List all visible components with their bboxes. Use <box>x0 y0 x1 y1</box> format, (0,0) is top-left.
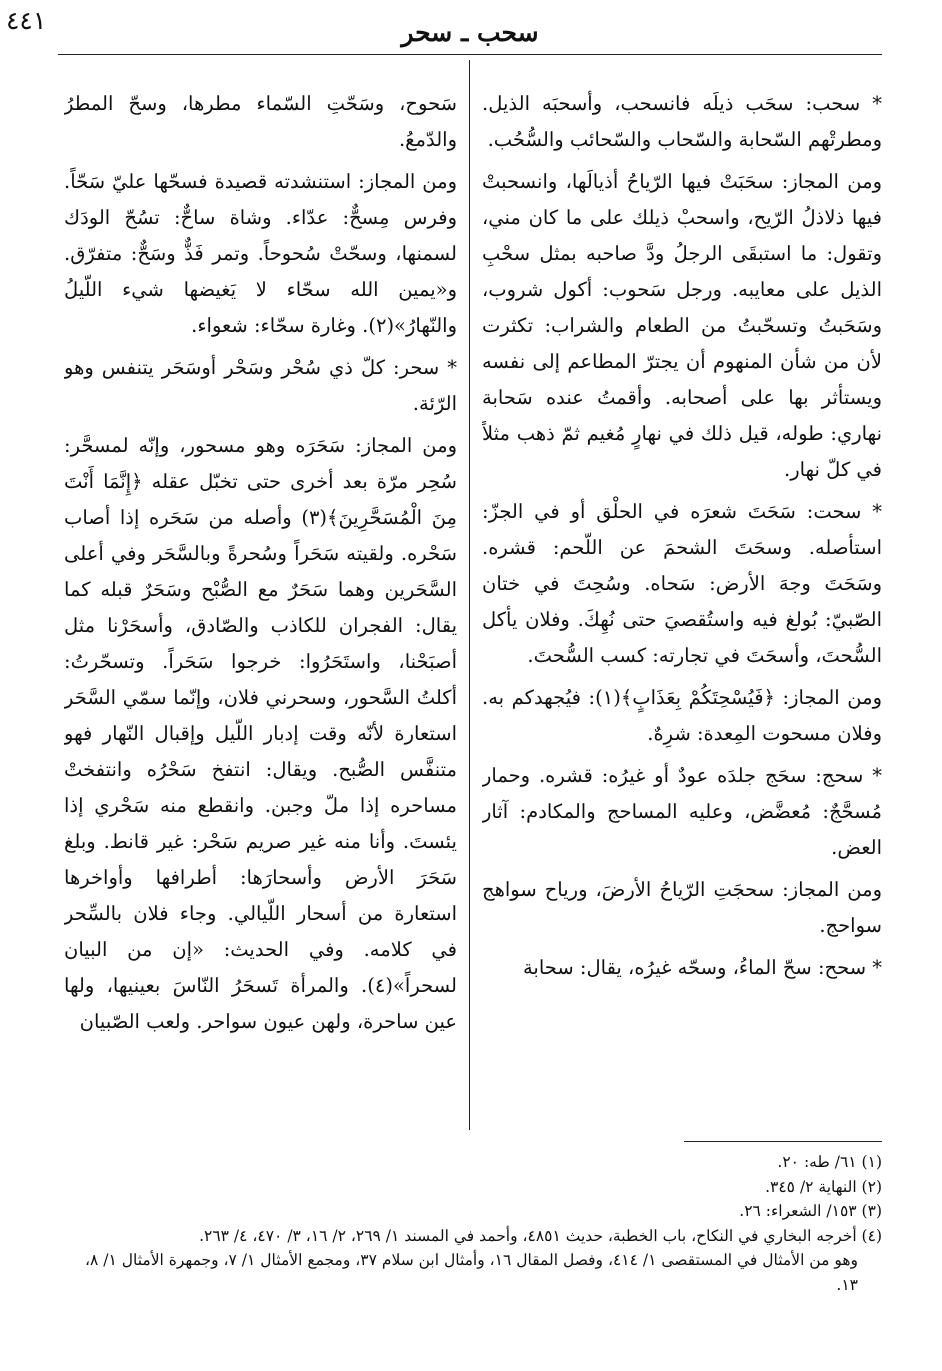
footnote-rule <box>684 1141 882 1142</box>
paragraph: سَحوح، وسَحّتِ السّماء مطرها، وسحّ المطرُ والدّمعُ. <box>64 92 457 151</box>
paragraph: ومن المجاز: سَحَرَه وهو مسحور، وإنّه لمسحَّر: سُحِر مرّة بعد أخرى حتى تخبّل عقله ﴿إِنَّمَا أَنْتَ مِنَ الْمُسَحَّرِينَ﴾(٣) وأصله من سَحَره إذا أصاب سَحْره. ولقيته سَحَراً وسُحرةً وبالسَّحَر وفي أعلى السَّحَرين وهما سَحَرٌ مع الصُّبْح وسَحَرٌ قبله كما يقال: الفجران للكاذب والصّادق، وأسحَرْنا مثل أصبَحْنا، واستَحَرُوا: خرجوا سَحَراً. وتسحّرتُ: أكلتُ السَّحور، وسحرني فلان، وإنّما سمّي السَّحَر استعارة لأنّه وقت إدبار اللّيل وإقبال النّهار فهو متنفَّس الصُّبح. ويقال: انتفخ سَحْرُه وانتفختْ مساحره إذا ملّ وجبن. وانقطع منه سَحْري إذا يئستَ. وأنا منه غير صريم سَحْر: غير قانط. وبلغ سَحَرَ الأرض وأسحارَها: أطرافها وأواخرها استعارة من أسحار اللّيالي. وجاء فلان بالسِّحر في كلامه. وفي الحديث: «إن من البيان لسحراً»(٤). والمرأة تَسحَرُ النّاسَ بعينيها، ولها عين ساحرة، ولهن عيون سواحر. ولعب الصّبيان <box>64 434 457 1033</box>
paragraph: * سحت: سَحَتَ شعرَه في الحلْق أو في الجزّ: استأصله. وسحَتَ الشحمَ عن اللّحم: قشره. وسَحَتَ وجهَ الأرض: سَحاه. وسُحِتَ في ختان الصّبيّ: بُولغ فيه واستُقصيَ حتى نُهِكَ. وفلان يأكل السُّحتَ، وأسحَتَ في تجارته: كسب السُّحتَ. <box>482 500 882 667</box>
page-header <box>58 10 882 54</box>
right-column <box>482 86 882 1136</box>
paragraph: ومن المجاز: استنشدته قصيدة فسحّها عليّ سَحّاً. وفرس مِسحٌّ: عدّاء. وشاة ساحٌّ: تسُحّ الودَك لسمنها، وسحّتْ سُحوحاً. وتمر فَذٌّ وسَحٌّ: متفرّق. و«يمين الله سحّاء لا يَغيضها شيء اللّيلُ والنّهارُ»(٢). وغارة سحّاء: شعواء. <box>64 170 457 337</box>
paragraph: ومن المجاز: سحَبَتْ فيها الرّياحُ أذيالَها، وانسحبتْ فيها ذلاذلُ الرّيح، واسحبْ ذيلك على ما كان مني، وتقول: ما استبقَى الرجلُ ودَّ صاحبه بمثل سحْبِ الذيل على معايبه. ورجل سَحوب: أكول شروب، وسَحَبتُ وتسحّبتُ من الطعام والشراب: تكثرت لأن من شأن المنهوم أن يجترّ المطاعم إلى نفسه ويستأثر بها على أصحابه. وأقمتُ عنده سَحابة نهاري: طوله، قيل ذلك في نهارٍ مُغيم ثمّ ذهب مثلاً في كلّ نهار. <box>482 170 882 481</box>
footnote: (٣) ١٥٣/ الشعراء: ٢٦. <box>739 1202 882 1220</box>
paragraph: * سحج: سحَج جلدَه عودٌ أو غيرُه: قشره. وحمار مُسحَّجٌ: مُعضَّض، وعليه المساحج والمكادم: آثار العض. <box>482 764 882 859</box>
paragraph: * سحب: سحَب ذيلَه فانسحب، وأسحبَه الذيل. ومطرتْهم السّحابة والسّحاب والسّحائب والسُّحُب. <box>482 92 882 151</box>
running-title: سحب ـ سحر <box>401 17 539 47</box>
paragraph: ومن المجاز: سحجَتِ الرّياحُ الأرضَ، ورياح سواهج سواحج. <box>482 878 882 937</box>
footnotes <box>60 1150 882 1297</box>
footnote-continuation: وهو من الأمثال في المستقصى ١/ ٤١٤، وفصل المقال ١٦، وأمثال ابن سلام ٣٧، ومجمع الأمثال ١/ ٧، وجمهرة الأمثال ١/ ٨، ١٣. <box>84 1251 858 1294</box>
paragraph: * سحر: كلّ ذي سُحْر وسَحْر أوسَحَر يتنفس وهو الرّئة. <box>64 356 457 415</box>
footnote: (٤) أخرجه البخاري في النكاح، باب الخطبة، حديث ٤٨٥١، وأحمد في المسند ١/ ٢٦٩، ٢/ ١٦، ٣/ ٤٧٠، ٤/ ٢٦٣. <box>199 1226 882 1245</box>
header-rule <box>58 54 882 55</box>
column-divider <box>469 60 470 1130</box>
footnote: (١) ٦١/ طه: ٢٠. <box>777 1153 882 1171</box>
paragraph: ومن المجاز: ﴿فَيُسْحِتَكُمْ بِعَذَابٍ﴾(١): فيُجهدكم به. وفلان مسحوت المِعدة: شرِهٌ. <box>482 686 882 745</box>
paragraph: * سحح: سحّ الماءُ، وسحّه غيرُه، يقال: سحابة <box>522 956 882 979</box>
left-column <box>64 86 457 1136</box>
page-number: ٤٤١ <box>6 6 47 35</box>
footnote: (٢) النهاية ٢/ ٣٤٥. <box>765 1177 882 1196</box>
